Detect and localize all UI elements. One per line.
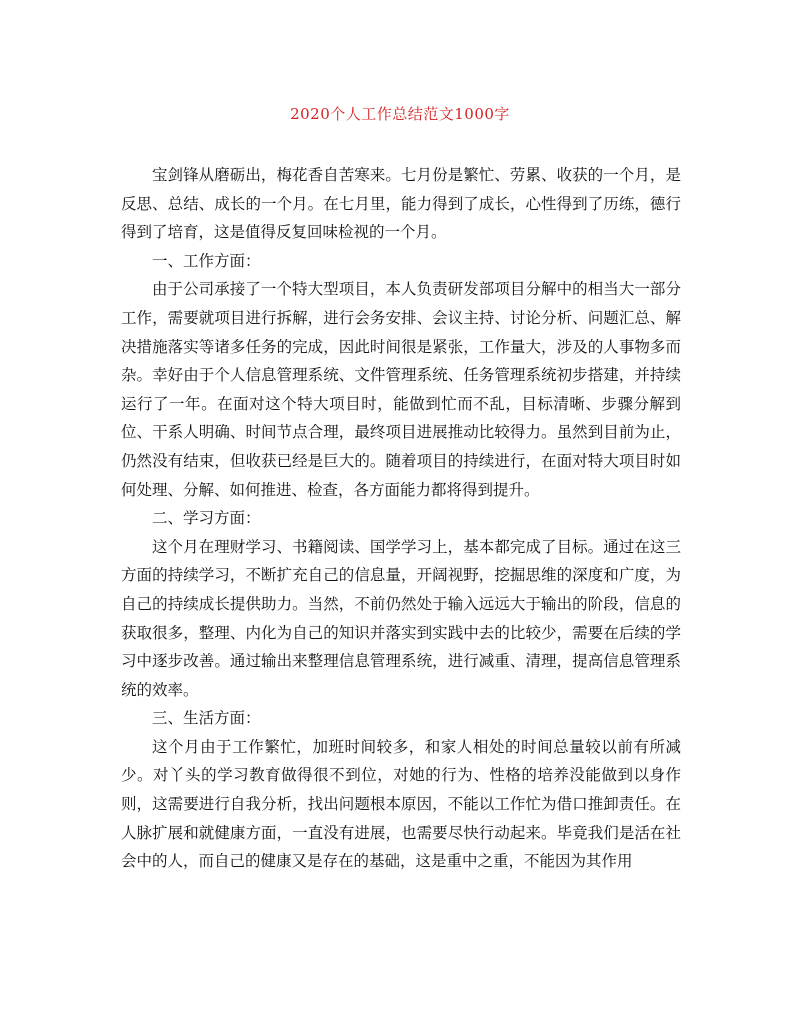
section-heading-work: 一、工作方面： xyxy=(152,251,261,270)
section-heading-study: 二、学习方面： xyxy=(152,509,261,528)
document-body xyxy=(121,161,681,876)
section-body-work: 由于公司承接了一个特大型项目，本人负责研发部项目分解中的相当大一部分工作，需要就项目进行拆解，进行会务安排、会议主持、讨论分析、问题汇总、解决措施落实等诸多任务的完成，因此时间很是紧张，工作量大，涉及的人事物多而杂。幸好由于个人信息管理系统、文件管理系统、任务管理系统初步搭建，并持续运行了一年。在面对这个特大项目时，能做到忙而不乱，目标清晰、步骤分解到位、干系人明确、时间节点合理，最终项目进展推动比较得力。虽然到目前为止，仍然没有结束，但收获已经是巨大的。随着项目的持续进行，在面对特大项目时如何处理、分解、如何推进、检查，各方面能力都将得到提升。 xyxy=(121,280,681,499)
section-body-study: 这个月在理财学习、书籍阅读、国学学习上，基本都完成了目标。通过在这三方面的持续学习，不断扩充自己的信息量，开阔视野，挖掘思维的深度和广度，为自己的持续成长提供助力。当然，不前仍然处于输入远远大于输出的阶段，信息的获取很多，整理、内化为自己的知识并落实到实践中去的比较少，需要在后续的学习中逐步改善。通过输出来整理信息管理系统，进行减重、清理，提高信息管理系统的效率。 xyxy=(121,537,681,699)
intro-paragraph: 宝剑锋从磨砺出，梅花香自苦寒来。七月份是繁忙、劳累、收获的一个月，是反思、总结、成长的一个月。在七月里，能力得到了成长，心性得到了历练，德行得到了培育，这是值得反复回味检视的一个月。 xyxy=(121,166,681,242)
section-heading-life: 三、生活方面： xyxy=(152,709,261,728)
document-title: 2020个人工作总结范文1000字 xyxy=(290,105,510,123)
section-body-life: 这个月由于工作繁忙，加班时间较多，和家人相处的时间总量较以前有所减少。对丫头的学习教育做得很不到位，对她的行为、性格的培养没能做到以身作则，这需要进行自我分析，找出问题根本原因，不能以工作忙为借口推卸责任。在人脉扩展和就健康方面，一直没有进展，也需要尽快行动起来。毕竟我们是活在社会中的人，而自己的健康又是存在的基础，这是重中之重，不能因为其作用 xyxy=(121,737,681,871)
